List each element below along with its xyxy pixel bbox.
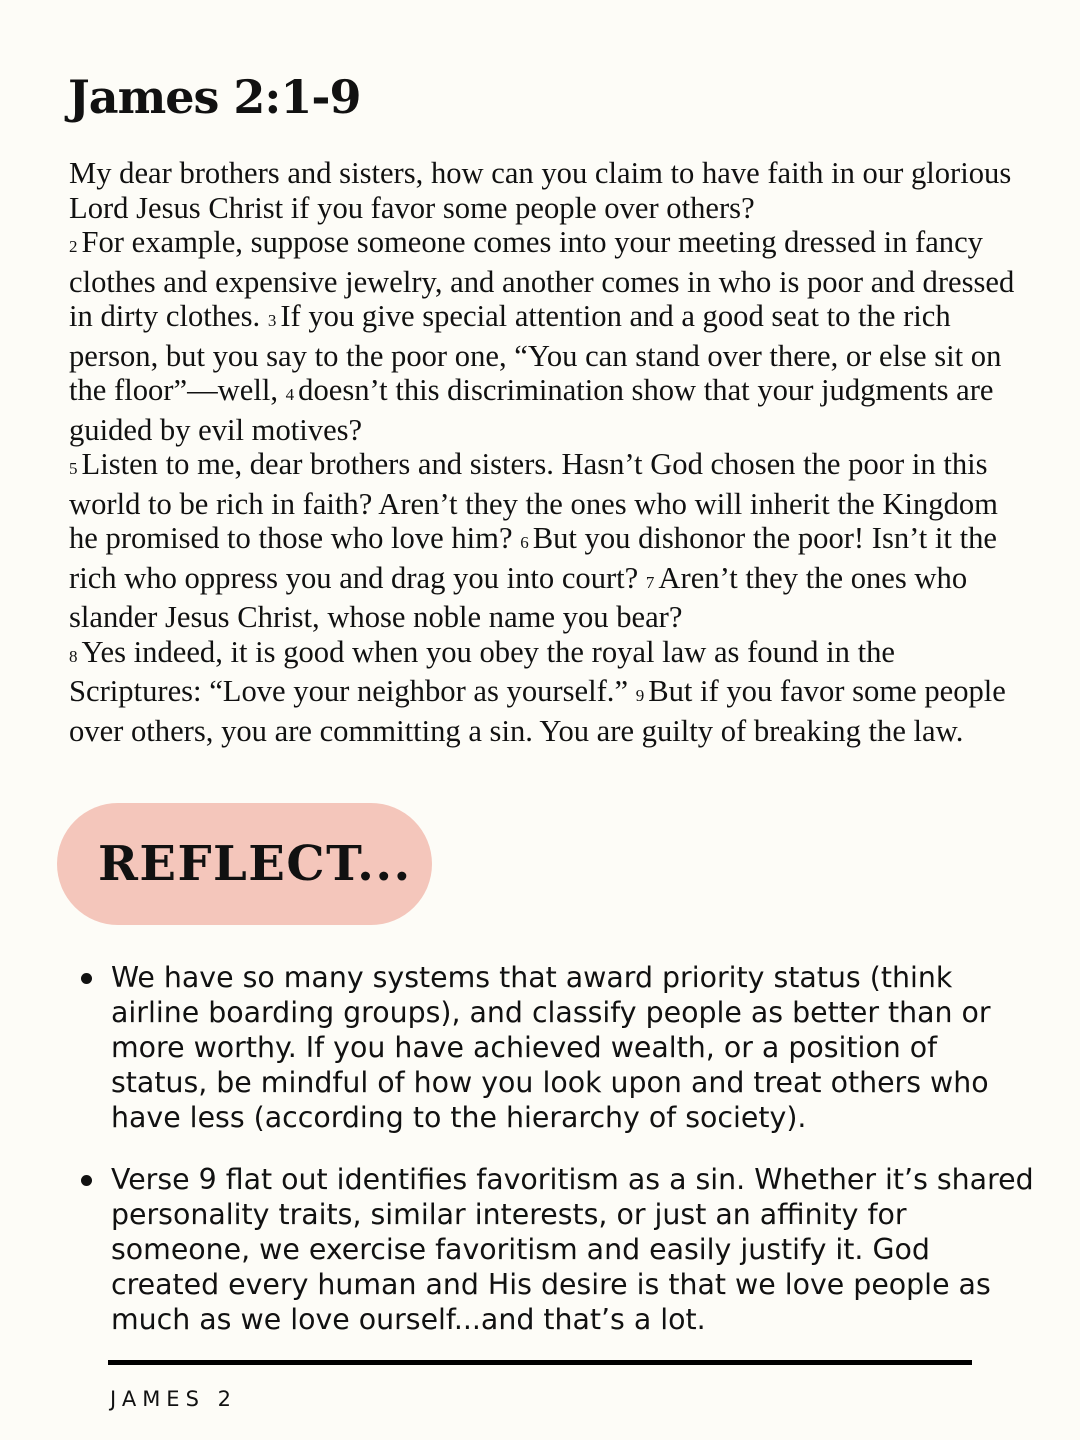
bullet-icon — [81, 973, 92, 984]
verse-number: 8 — [69, 646, 78, 666]
verse-1-text: My dear brothers and sisters, how can you claim to have faith in our glorious Lord Jesus Christ if you favor some people over others? — [69, 156, 1012, 225]
verse-number: 4 — [285, 385, 295, 404]
verse-8-text: Yes indeed, it is good when you obey the royal law as found in the Scriptures: “Love your neighbor as yourself.” — [69, 634, 895, 708]
list-item — [111, 1162, 1036, 1337]
reflection-text: Verse 9 flat out identifies favoritism as a sin. Whether it’s shared personality traits, similar interests, or just an affinity for someone, we exercise favoritism and easily justify it. God created every human and His desire is that we love people as much as we love ourself...and that’s a lot. — [111, 1163, 1034, 1336]
footer-label: JAMES 2 — [110, 1387, 237, 1411]
verse-number: 5 — [69, 459, 78, 478]
reflection-text: We have so many systems that award priority status (think airline boarding groups), and classify people as better than or more worthy. If you have achieved wealth, or a position of status, be mindful of how you look upon and treat others who have less (according to the hierarchy of society). — [111, 961, 991, 1134]
verse-9-text: But if you favor some people over others, you are committing a sin. You are guilty of breaking the law. — [69, 674, 1006, 748]
verse-2-text: For example, suppose someone comes into your meeting dressed in fancy clothes and expensive jewelry, and another comes in who is poor and dressed in dirty clothes. — [69, 225, 1015, 333]
verse-7-text: Aren’t they the ones who slander Jesus Christ, whose noble name you bear? — [69, 560, 968, 634]
list-item — [111, 960, 1036, 1135]
verse-number: 9 — [635, 686, 645, 705]
reflection-list — [111, 960, 1036, 1364]
verse-number: 2 — [69, 237, 78, 256]
verse-5-text: Listen to me, dear brothers and sisters. Hasn’t God chosen the poor in this world to be rich in faith? Aren’t they the ones who will inherit the Kingdom he promised to those who love him? — [69, 447, 998, 555]
page-title: James 2:1-9 — [68, 70, 361, 124]
reflect-heading: REFLECT... — [98, 836, 412, 892]
verse-number: 3 — [267, 311, 277, 330]
verse-3-text: If you give special attention and a good seat to the rich person, but you say to the poor one, “You can stand over there, or else sit on the floor”—well, — [69, 299, 1002, 407]
footer-divider — [108, 1360, 972, 1365]
scripture-passage — [69, 156, 1034, 748]
verse-6-text: But you dishonor the poor! Isn’t it the rich who oppress you and drag you into court? — [69, 521, 997, 595]
bullet-icon — [81, 1175, 92, 1186]
verse-number: 7 — [645, 572, 655, 592]
verse-4-text: doesn’t this discrimination show that your judgments are guided by evil motives? — [69, 373, 994, 447]
verse-number: 6 — [520, 533, 529, 552]
